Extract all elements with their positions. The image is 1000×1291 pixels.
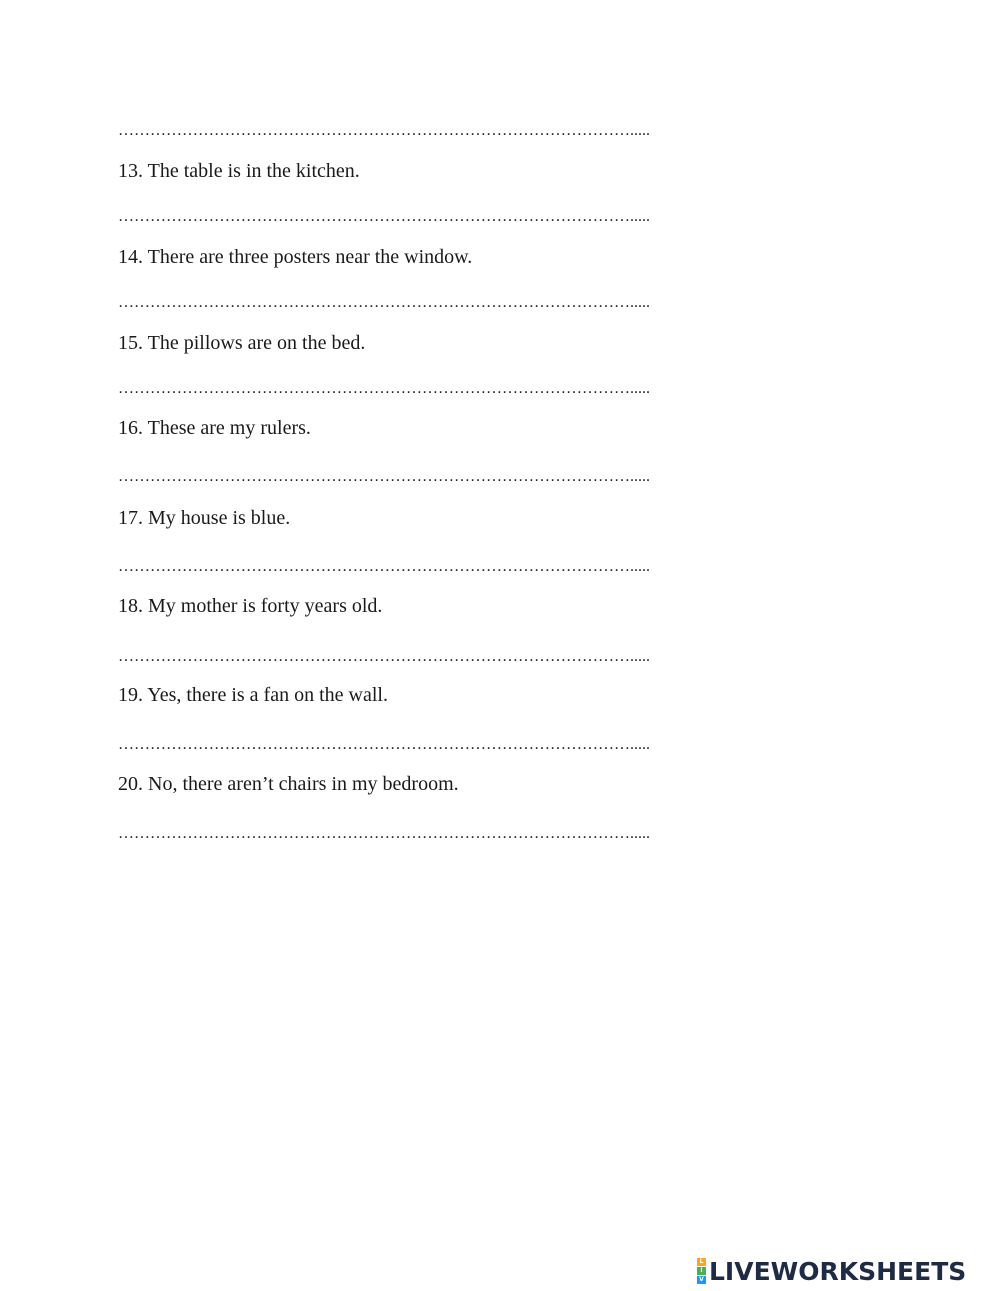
answer-line-16[interactable]: ……………………………………………………………………………………..... — [118, 468, 650, 485]
logo-blocks-icon — [697, 1258, 706, 1284]
answer-line-18[interactable]: ……………………………………………………………………………………..... — [118, 648, 650, 665]
sentence-14: 14. There are three posters near the window. — [118, 246, 473, 268]
answer-line-13[interactable]: ……………………………………………………………………………………..... — [118, 208, 650, 225]
sentence-13: 13. The table is in the kitchen. — [118, 160, 360, 182]
sentence-16: 16. These are my rulers. — [118, 417, 311, 439]
sentence-19: 19. Yes, there is a fan on the wall. — [118, 684, 388, 706]
answer-line-19[interactable]: ……………………………………………………………………………………..... — [118, 736, 650, 753]
answer-line-17[interactable]: ……………………………………………………………………………………..... — [118, 558, 650, 575]
logo-block-i: I — [697, 1267, 706, 1275]
logo-block-l: L — [697, 1258, 706, 1266]
answer-line-15[interactable]: ……………………………………………………………………………………..... — [118, 380, 650, 397]
sentence-18: 18. My mother is forty years old. — [118, 595, 383, 617]
liveworksheets-logo — [697, 1256, 966, 1286]
answer-line-14[interactable]: ……………………………………………………………………………………..... — [118, 294, 650, 311]
logo-text: LIVEWORKSHEETS — [709, 1256, 967, 1286]
sentence-20: 20. No, there aren’t chairs in my bedroom. — [118, 773, 459, 795]
sentence-15: 15. The pillows are on the bed. — [118, 332, 366, 354]
answer-line-0[interactable]: ……………………………………………………………………………………..... — [118, 122, 650, 139]
logo-block-v: V — [697, 1276, 706, 1284]
answer-line-20[interactable]: ……………………………………………………………………………………..... — [118, 825, 650, 842]
sentence-17: 17. My house is blue. — [118, 507, 291, 529]
